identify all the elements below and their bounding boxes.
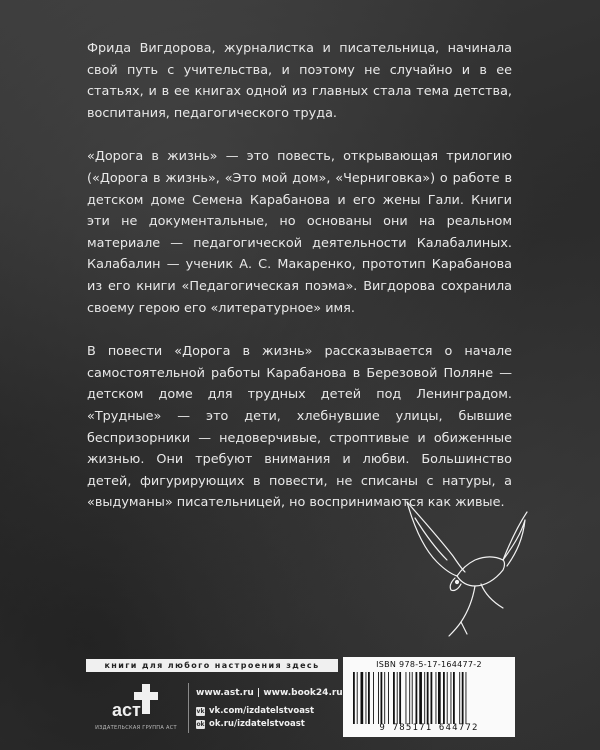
barcode-bar xyxy=(459,672,460,724)
barcode-bar xyxy=(399,672,401,724)
barcode-bar xyxy=(366,672,367,724)
barcode-bar xyxy=(466,672,467,724)
barcode-bar xyxy=(427,672,429,724)
barcode-bar xyxy=(443,672,445,724)
barcode-bar xyxy=(447,672,448,724)
barcode-bar xyxy=(368,672,370,724)
footer-divider xyxy=(188,683,189,733)
barcode-bar xyxy=(409,672,410,724)
ast-logo xyxy=(108,680,164,730)
bird-drawing xyxy=(395,490,535,640)
barcode-bar xyxy=(419,672,422,724)
barcode-bar xyxy=(462,672,464,724)
barcode-bar xyxy=(361,672,364,724)
logo-text: аст xyxy=(112,700,141,720)
barcode-bar xyxy=(431,672,433,724)
barcode-box xyxy=(343,657,515,737)
barcode-bar xyxy=(436,672,437,724)
tagline-banner: книги для любого настроения здесь xyxy=(86,659,338,672)
barcode-bars xyxy=(351,672,507,724)
barcode-bar xyxy=(438,672,441,724)
annotation-text xyxy=(87,38,512,536)
publisher-urls[interactable]: www.ast.ru | www.book24.ru xyxy=(196,688,343,698)
paragraph-2: «Дорога в жизнь» — это повесть, открывающая трилогию («Дорога в жизнь», «Это мой дом», «Черниговка») о работе в детском доме Семена Карабанова и его жены Гали. Книги эти не документальные, но основаны они на реальном материале — педагогической деятельности Калабалиных. Калабалин — ученик А. С. Макаренко, прототип Карабанова из его книги «Педагогическая поэма». Вигдорова сохранила своему герою его «литературное» имя. xyxy=(87,149,512,316)
vk-link[interactable] xyxy=(196,706,314,716)
barcode-bar xyxy=(393,672,395,724)
barcode-bar xyxy=(357,672,358,724)
barcode-bar xyxy=(384,672,385,724)
ok-link[interactable] xyxy=(196,719,305,729)
barcode-bar xyxy=(412,672,413,724)
vk-icon: vk xyxy=(196,707,205,715)
ok-url[interactable]: ok.ru/izdatelstvoast xyxy=(209,719,305,729)
ok-icon: ok xyxy=(196,720,205,728)
paragraph-1: Фрида Вигдорова, журналистка и писательница, начинала свой путь с учительства, и поэтому не случайно и в ее статьях, и в ее книгах одной из главных стала тема детства, воспитания, педагогического труда. xyxy=(87,41,512,121)
barcode-bar xyxy=(353,672,355,724)
barcode-bar xyxy=(451,672,452,724)
barcode-bar xyxy=(378,672,379,724)
barcode-bar xyxy=(416,672,418,724)
isbn-label: ISBN 978-5-17-164477-2 xyxy=(376,660,482,669)
paragraph-3: В повести «Дорога в жизнь» рассказывается о начале самостоятельной работы Карабанова в Березовой Поляне — детском доме для трудных детей под Ленинградом. «Трудные» — это дети, хлебнувшие улицы, бывшие беспризорники — недоверчивые, строптивые и обиженные жизнью. Они требуют внимания и любви. Большинство детей, фигурирующих в повести, не списаны с натуры, а «выдуманы» писательницей, но воспринимаются как живые. xyxy=(87,344,512,511)
barcode-bar xyxy=(381,672,383,724)
barcode-bar xyxy=(406,672,407,724)
barcode-bar xyxy=(424,672,425,724)
barcode-bar xyxy=(373,672,374,724)
barcode-bar xyxy=(388,672,389,724)
barcode-bar xyxy=(397,672,398,724)
barcode-bar xyxy=(453,672,455,724)
vk-url[interactable]: vk.com/izdatelstvoast xyxy=(209,706,315,716)
publisher-caption: ИЗДАТЕЛЬСКАЯ ГРУППА АСТ xyxy=(95,725,177,731)
barcode-digits: 9 785171 644772 xyxy=(379,723,479,733)
